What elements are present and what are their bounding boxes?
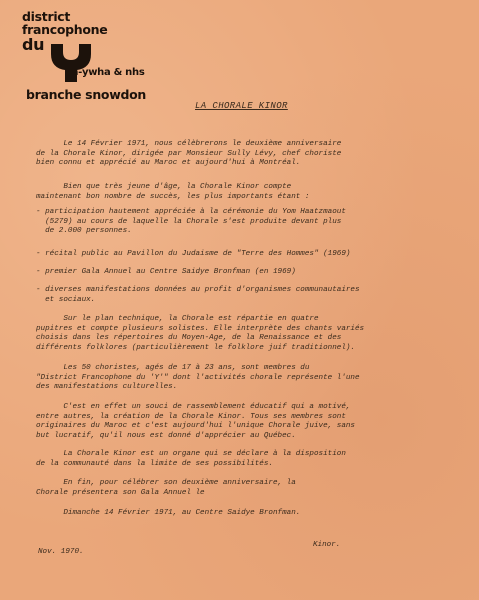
paragraph-line: entre autres, la création de la Chorale Kinor. Tous ses membres sont xyxy=(36,412,346,421)
paragraph-line: maintenant bon nombre de succès, les plus importants étant : xyxy=(36,192,310,201)
paragraph-line: "District Francophone du 'Y'" dont l'activités chorale représente l'une xyxy=(36,373,360,382)
document-date: Nov. 1970. xyxy=(38,548,84,556)
paragraph-line: - diverses manifestations données au profit d'organismes communautaires xyxy=(36,286,360,294)
paragraph-line: pupitres et compte plusieurs solistes. Elle interprète des chants variés xyxy=(36,324,365,333)
paragraph-line: de la Chorale Kinor, dirigée par Monsieur Sully Lévy, chef choriste xyxy=(36,149,342,158)
letterhead-line-district: district xyxy=(22,9,71,24)
paragraph-line: choisis dans les répertoires du Moyen-Age, de la Renaissance et des xyxy=(36,334,342,343)
letterhead-line-ywha: m-ywha & nhs xyxy=(68,67,145,78)
paragraph-line: Dimanche 14 Février 1971, au Centre Saidye Bronfman. xyxy=(36,509,301,517)
document-title: LA CHORALE KINOR xyxy=(195,101,288,111)
paragraph-line: - premier Gala Annuel au Centre Saidye Bronfman (en 1969) xyxy=(36,268,296,276)
paragraph-line: - participation hautement appréciée à la cérémonie du Yom Haatzmaout xyxy=(36,208,346,216)
letterhead-line-du: du xyxy=(22,35,45,54)
paragraph-line: de 2.000 personnes. xyxy=(36,227,132,236)
paragraph-line: Les 50 choristes, agés de 17 à 23 ans, sont membres du xyxy=(36,364,310,372)
paragraph-line: (5279) au cours de laquelle la Chorale s'est produite devant plus xyxy=(36,217,342,226)
letterhead-line-francophone: francophone xyxy=(22,22,108,37)
paragraph-line: bien connu et apprécié au Maroc et aujourd'hui à Montréal. xyxy=(36,159,301,168)
signature: Kinor. xyxy=(313,541,341,549)
paragraph-line: différents folklores (particulièrement le folklore juif traditionnel). xyxy=(36,343,355,352)
paragraph-line: Le 14 Février 1971, nous célèbrerons le deuxième anniversaire xyxy=(36,140,342,148)
paragraph-line: Bien que très jeune d'âge, la Chorale Kinor compte xyxy=(36,183,292,191)
paragraph-line: C'est en effet un souci de rassemblement éducatif qui a motivé, xyxy=(36,403,351,411)
letterhead-line-branche: branche snowdon xyxy=(26,87,146,102)
paragraph-line: originaires du Maroc et c'est aujourd'hui l'unique Chorale juive, sans xyxy=(36,422,355,431)
letterhead xyxy=(22,6,162,116)
paragraph-line: but lucratif, qu'il nous est donné d'apprécier au Québec. xyxy=(36,431,296,440)
paragraph-line: La Chorale Kinor est un organe qui se déclare à la disposition xyxy=(36,450,346,458)
paragraph-line: - récital public au Pavillon du Judaisme de "Terre des Hommes" (1969) xyxy=(36,250,351,258)
paragraph-line: Sur le plan technique, la Chorale est répartie en quatre xyxy=(36,315,319,323)
paragraph-line: des manifestations culturelles. xyxy=(36,383,178,392)
paragraph-line: En fin, pour célébrer son deuxième anniversaire, la xyxy=(36,479,296,487)
paragraph-line: et sociaux. xyxy=(36,295,96,304)
paragraph-line: Chorale présentera son Gala Annuel le xyxy=(36,488,205,497)
paragraph-line: de la communauté dans la limite de ses possibilités. xyxy=(36,459,273,468)
